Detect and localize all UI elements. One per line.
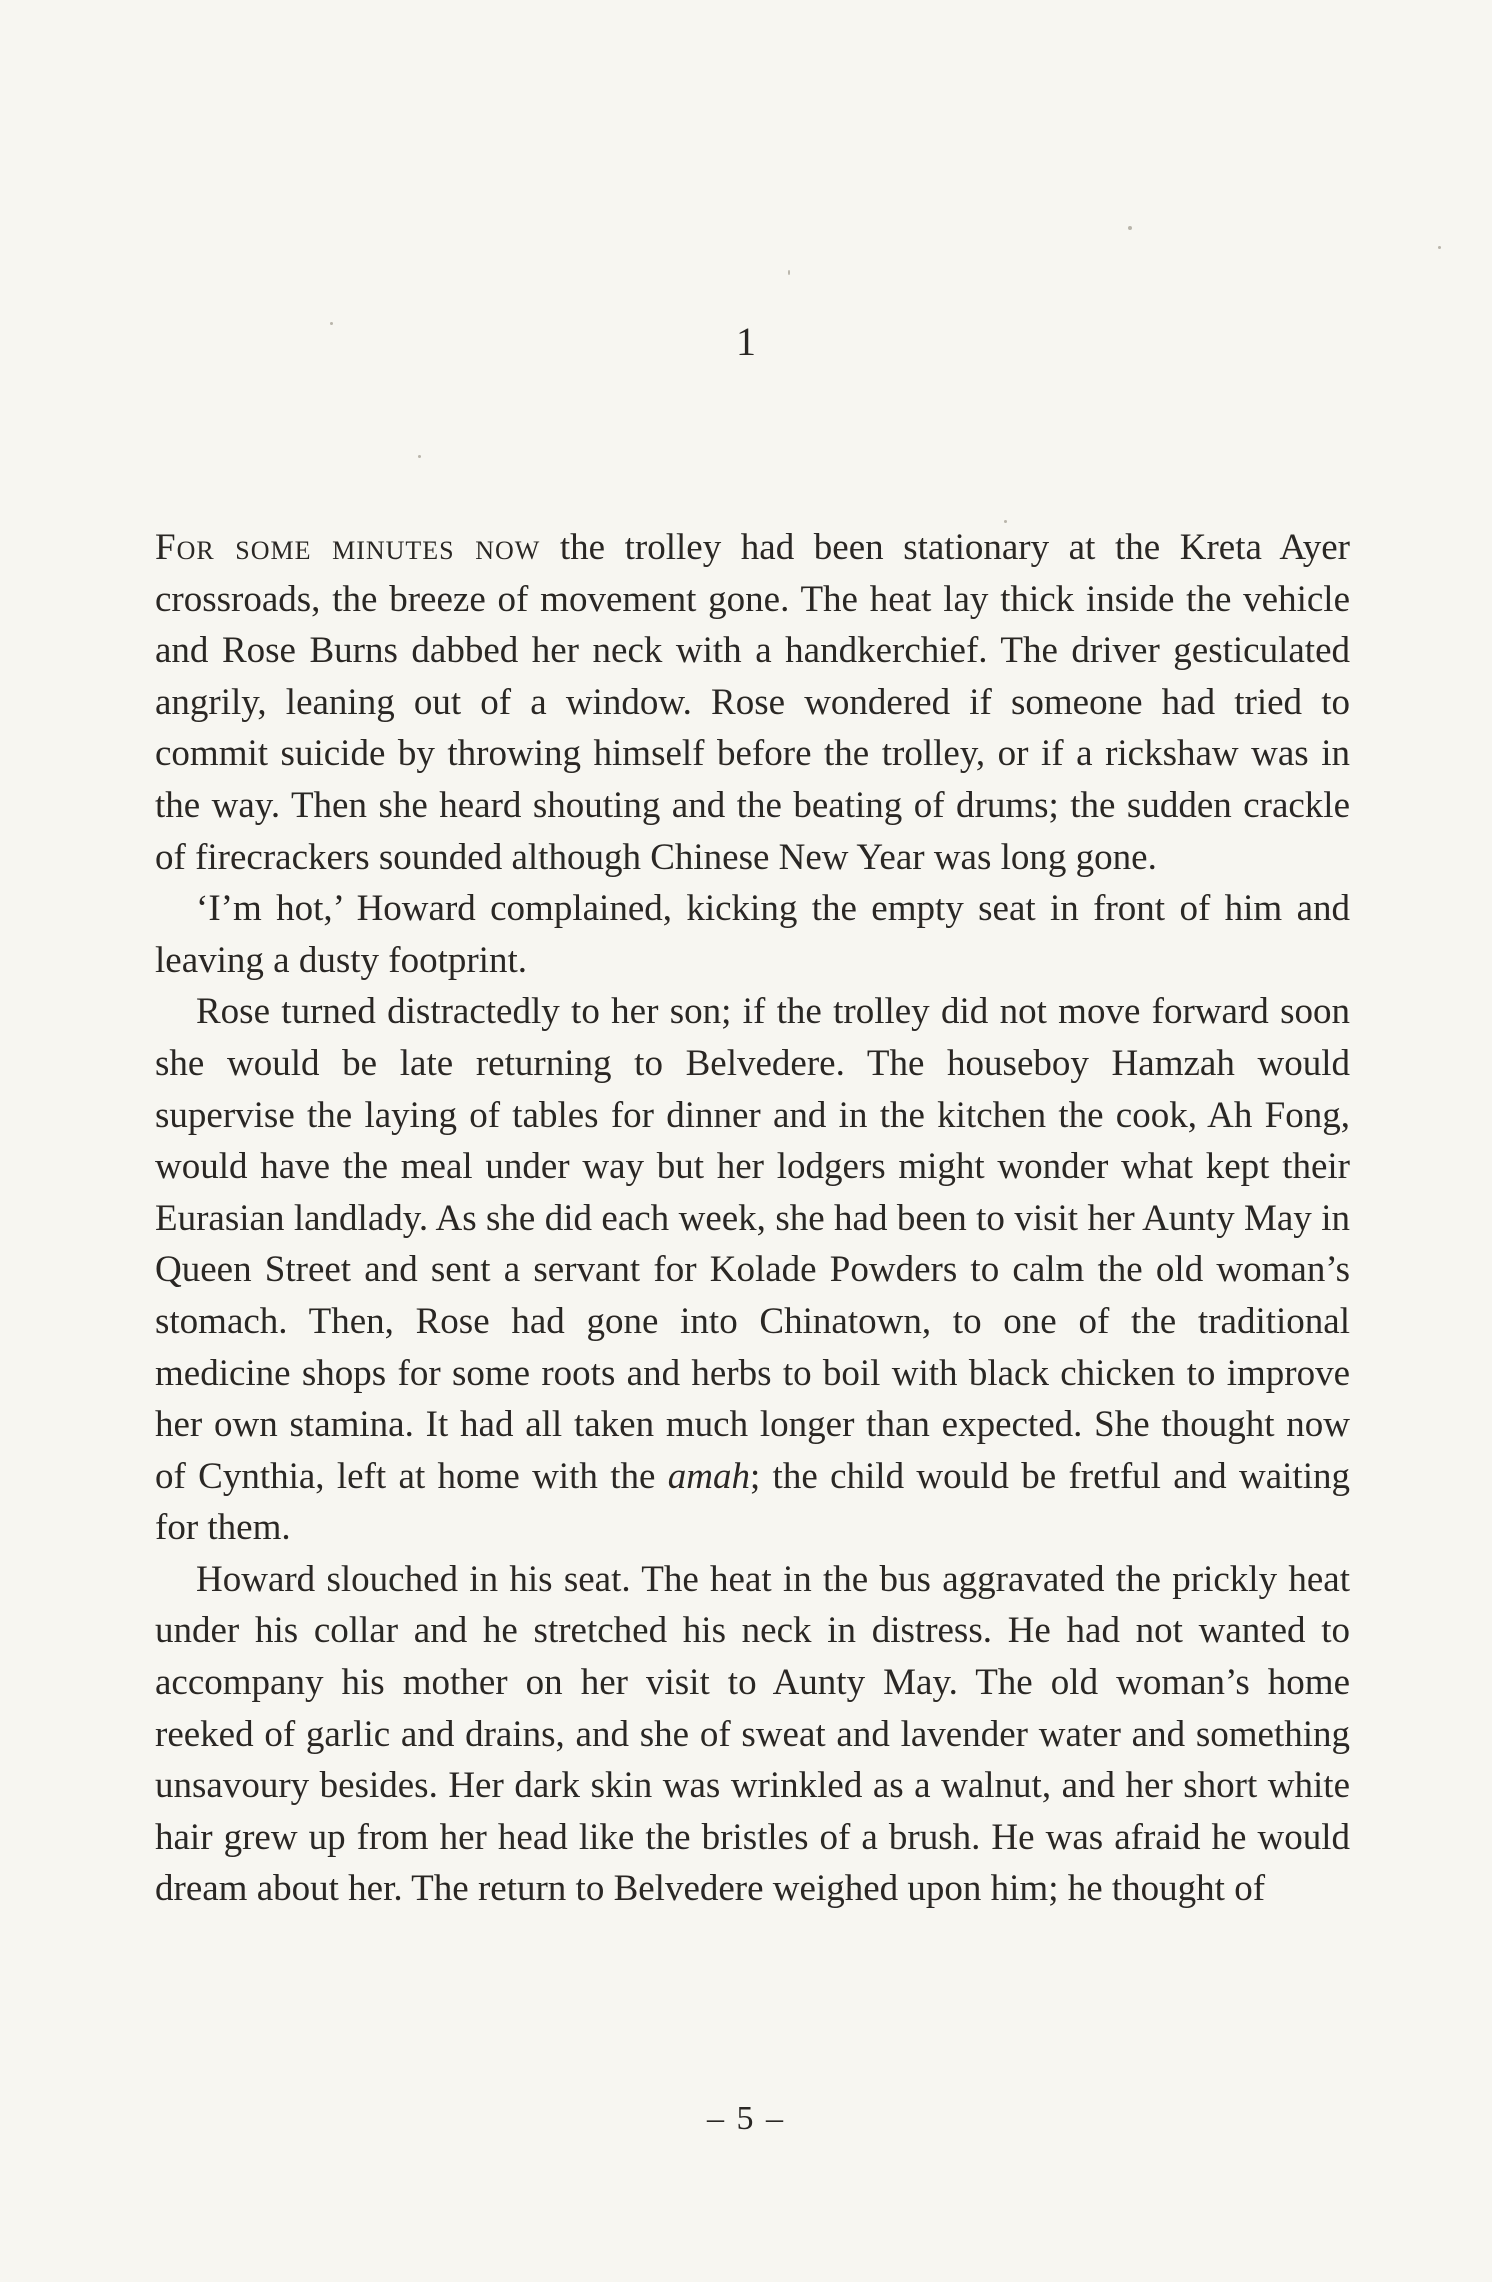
paragraph-1 bbox=[155, 522, 1350, 883]
paragraph-2: ‘I’m hot,’ Howard complained, kicking the empty seat in front of him and leaving a dusty footprint. bbox=[155, 888, 1350, 981]
chapter-number: 1 bbox=[736, 319, 756, 364]
paper-speck bbox=[788, 270, 790, 275]
opening-small-caps: For some minutes now bbox=[155, 527, 541, 568]
chapter-body bbox=[155, 522, 1350, 1915]
paper-speck bbox=[1128, 226, 1132, 230]
paragraph-3 bbox=[155, 986, 1350, 1554]
italic-word-amah: amah bbox=[667, 1455, 750, 1497]
paragraph-1-text: the trolley had been stationary at the Kreta Ayer crossroads, the breeze of movement gone. The heat lay thick inside the vehicle and Rose Burns dabbed her neck with a handkerchief. The driver gesticulated angrily, leaning out of a window. Rose wondered if someone had tried to commit suicide by throwing himself before the trolley, or if a rickshaw was in the way. Then she heard shouting and the beating of drums; the sudden crackle of firecrackers sounded although Chinese New Year was long gone. bbox=[155, 527, 1350, 878]
paper-speck bbox=[1438, 246, 1441, 249]
paragraph-3-text-start: Rose turned distractedly to her son; if the trolley did not move forward soon she would be late returning to Belvedere. The houseboy Hamzah would supervise the laying of tables for dinner and in the kitchen the cook, Ah Fong, would have the meal under way but her lodgers might wonder what kept their Eurasian landlady. As she did each week, she had been to visit her Aunty May in Queen Street and sent a servant for Kolade Powders to calm the old woman’s stomach. Then, Rose had gone into Chinatown, to one of the traditional medicine shops for some roots and herbs to boil with black chicken to improve her own stamina. It had all taken much longer than expected. She thought now of Cynthia, left at home with the bbox=[155, 991, 1350, 1497]
paragraph-4: Howard slouched in his seat. The heat in the bus aggravated the prickly heat under his collar and he stretched his neck in distress. He had not wanted to accompany his mother on her visit to Aunty May. The old woman’s home reeked of garlic and drains, and she of sweat and lavender water and something unsavoury besides. Her dark skin was wrinkled as a walnut, and her short white hair grew up from her head like the bristles of a brush. He was afraid he would dream about her. The return to Belvedere weighed upon him; he thought of bbox=[155, 1558, 1350, 1910]
paragraph-3-text-end: ; the child would be fretful and waiting for them. bbox=[155, 1455, 1350, 1549]
paper-speck bbox=[418, 455, 421, 458]
page-number: – 5 – bbox=[707, 2100, 785, 2137]
